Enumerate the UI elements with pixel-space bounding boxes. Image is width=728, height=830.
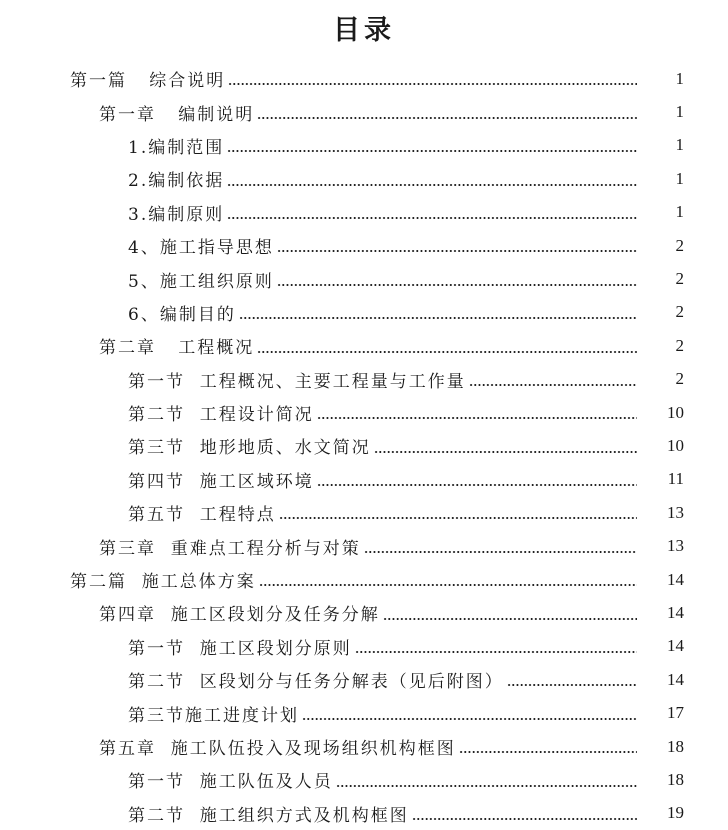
toc-entry[interactable] bbox=[0, 95, 728, 128]
dot-leader bbox=[302, 718, 637, 720]
dot-leader bbox=[227, 184, 637, 186]
toc-entry[interactable] bbox=[0, 529, 728, 562]
toc-entry-title: 第二篇 施工总体方案 bbox=[70, 572, 256, 593]
toc-entry-page-number: 2 bbox=[675, 269, 684, 289]
table-of-contents bbox=[0, 62, 728, 830]
toc-entry-title: 第五章 施工队伍投入及现场组织机构框图 bbox=[99, 739, 456, 759]
toc-entry-title: 第四节 施工区域环境 bbox=[128, 471, 314, 492]
toc-entry[interactable] bbox=[0, 296, 728, 329]
dot-leader bbox=[383, 618, 637, 620]
dot-leader bbox=[277, 284, 637, 286]
dot-leader bbox=[469, 384, 637, 386]
toc-entry-page-number: 18 bbox=[667, 736, 684, 756]
dot-leader bbox=[364, 551, 637, 553]
toc-entry-title: 1.编制范围 bbox=[128, 137, 225, 158]
toc-entry-title: 第二节 区段划分与任务分解表（见后附图） bbox=[128, 672, 504, 693]
dot-leader bbox=[227, 150, 637, 152]
dot-leader bbox=[257, 351, 637, 353]
toc-entry-page-number: 18 bbox=[667, 769, 684, 789]
toc-entry-title: 第四章 施工区段划分及任务分解 bbox=[99, 605, 380, 626]
dot-leader bbox=[459, 751, 637, 753]
toc-entry-page-number: 10 bbox=[667, 435, 684, 455]
dot-leader bbox=[336, 785, 637, 787]
toc-entry-title: 4、施工指导思想 bbox=[128, 238, 274, 259]
toc-entry[interactable] bbox=[0, 496, 728, 529]
toc-entry-page-number: 2 bbox=[675, 335, 684, 355]
dot-leader bbox=[507, 684, 637, 686]
toc-entry-page-number: 1 bbox=[675, 68, 684, 88]
toc-entry[interactable] bbox=[0, 463, 728, 496]
toc-entry-title: 第二节 施工组织方式及机构框图 bbox=[128, 805, 409, 826]
dot-leader bbox=[277, 250, 637, 252]
toc-entry-title: 第一节 施工区段划分原则 bbox=[128, 638, 352, 659]
toc-entry-title: 2.编制依据 bbox=[128, 171, 225, 192]
toc-entry-title: 第一节 施工队伍及人员 bbox=[128, 772, 333, 793]
toc-entry-page-number: 19 bbox=[667, 803, 684, 823]
toc-entry-title: 第二节 工程设计简况 bbox=[128, 405, 314, 426]
toc-entry-title: 第三节 地形地质、水文简况 bbox=[128, 438, 371, 459]
dot-leader bbox=[317, 484, 637, 486]
toc-entry[interactable] bbox=[0, 62, 728, 95]
toc-entry-title: 6、编制目的 bbox=[128, 304, 236, 325]
toc-entry[interactable] bbox=[0, 797, 728, 830]
toc-entry-page-number: 2 bbox=[675, 302, 684, 322]
dot-leader bbox=[279, 517, 637, 519]
toc-entry-page-number: 11 bbox=[667, 469, 684, 489]
toc-entry-title: 第一节 工程概况、主要工程量与工作量 bbox=[128, 371, 466, 392]
toc-entry[interactable] bbox=[0, 162, 728, 195]
toc-entry[interactable] bbox=[0, 563, 728, 596]
toc-entry[interactable] bbox=[0, 429, 728, 462]
toc-entry-title: 第一章 编制说明 bbox=[99, 104, 255, 125]
toc-entry-page-number: 13 bbox=[667, 536, 684, 556]
toc-entry-page-number: 10 bbox=[667, 402, 684, 422]
toc-entry[interactable] bbox=[0, 630, 728, 663]
toc-entry[interactable] bbox=[0, 663, 728, 696]
toc-entry-page-number: 1 bbox=[675, 135, 684, 155]
dot-leader bbox=[317, 417, 637, 419]
dot-leader bbox=[228, 83, 637, 85]
toc-entry-page-number: 1 bbox=[675, 102, 684, 122]
toc-entry-page-number: 13 bbox=[667, 502, 684, 522]
dot-leader bbox=[374, 451, 637, 453]
toc-entry[interactable] bbox=[0, 596, 728, 629]
toc-entry[interactable] bbox=[0, 329, 728, 362]
toc-entry[interactable] bbox=[0, 129, 728, 162]
toc-entry[interactable] bbox=[0, 730, 728, 763]
toc-entry-page-number: 14 bbox=[667, 602, 684, 622]
toc-entry-page-number: 2 bbox=[675, 369, 684, 389]
toc-entry-page-number: 14 bbox=[667, 636, 684, 656]
toc-entry-title: 第一篇 综合说明 bbox=[70, 71, 226, 92]
toc-entry[interactable] bbox=[0, 196, 728, 229]
toc-entry[interactable] bbox=[0, 262, 728, 295]
dot-leader bbox=[412, 818, 637, 820]
dot-leader bbox=[239, 317, 637, 319]
toc-entry-title: 5、施工组织原则 bbox=[128, 271, 274, 292]
toc-entry-title: 第三章 重难点工程分析与对策 bbox=[99, 538, 361, 559]
toc-entry[interactable] bbox=[0, 696, 728, 729]
toc-entry-page-number: 14 bbox=[667, 669, 684, 689]
toc-entry[interactable] bbox=[0, 363, 728, 396]
toc-entry-title: 第二章 工程概况 bbox=[99, 338, 255, 359]
toc-entry-title: 第三节施工进度计划 bbox=[128, 705, 299, 726]
page-title: 目录 bbox=[333, 15, 395, 46]
toc-entry-page-number: 17 bbox=[667, 703, 684, 723]
toc-entry-page-number: 1 bbox=[675, 202, 684, 222]
toc-entry-title: 第五节 工程特点 bbox=[128, 505, 276, 526]
dot-leader bbox=[257, 117, 637, 119]
dot-leader bbox=[355, 651, 637, 653]
toc-entry[interactable] bbox=[0, 229, 728, 262]
dot-leader bbox=[227, 217, 637, 219]
toc-entry[interactable] bbox=[0, 763, 728, 796]
toc-entry[interactable] bbox=[0, 396, 728, 429]
toc-entry-page-number: 2 bbox=[675, 235, 684, 255]
toc-entry-page-number: 1 bbox=[675, 168, 684, 188]
toc-entry-page-number: 14 bbox=[667, 569, 684, 589]
dot-leader bbox=[259, 584, 637, 586]
toc-entry-title: 3.编制原则 bbox=[128, 204, 225, 225]
